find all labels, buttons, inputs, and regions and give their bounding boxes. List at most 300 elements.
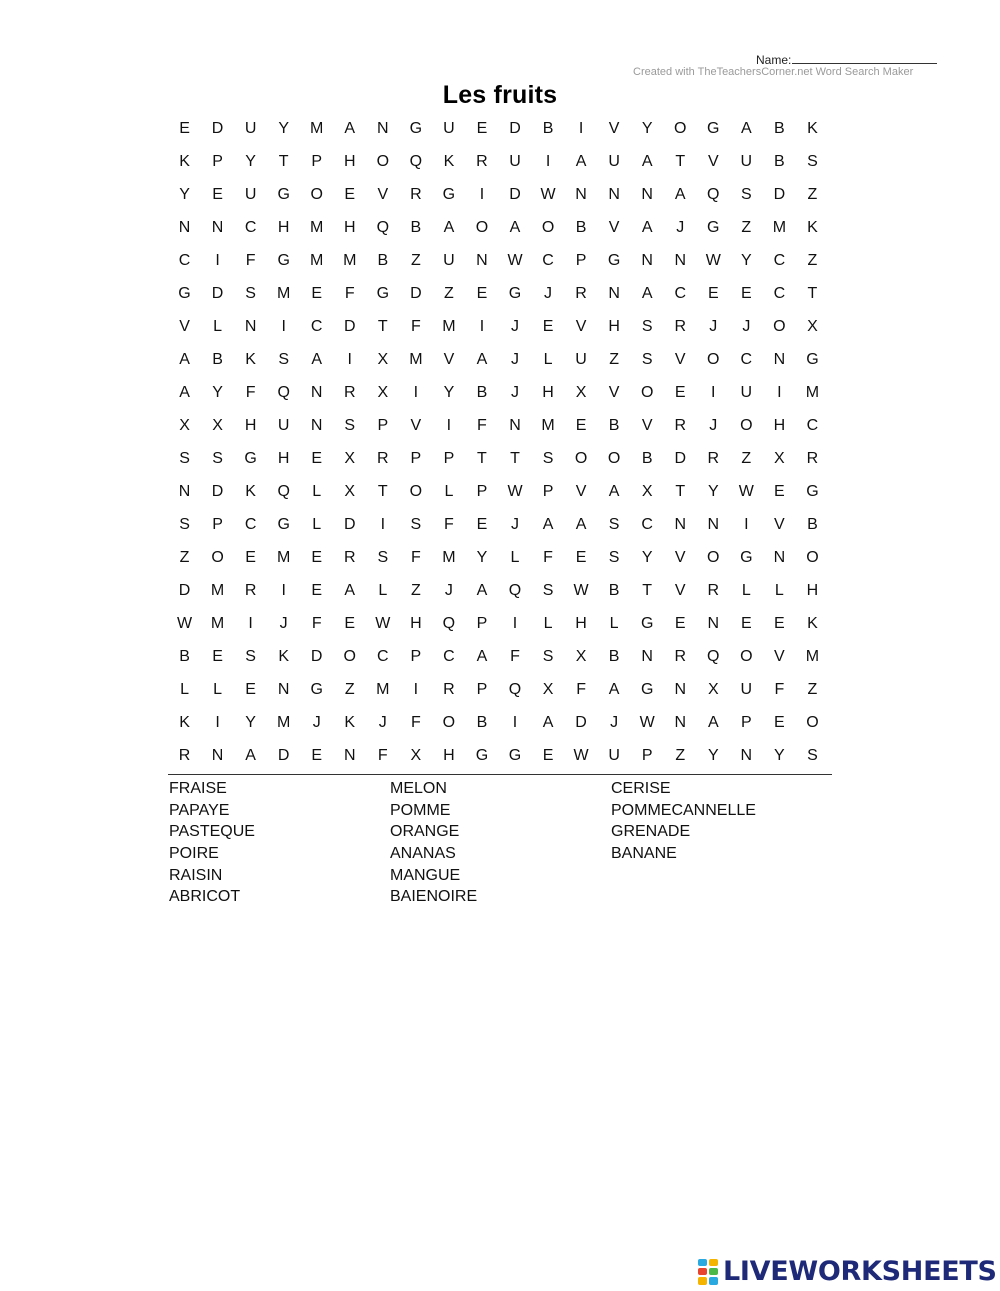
grid-cell: G xyxy=(806,350,819,368)
grid-cell: X xyxy=(575,383,587,401)
grid-cell: M xyxy=(376,681,390,699)
grid-cell: J xyxy=(510,350,519,368)
logo-icon-block xyxy=(698,1259,707,1266)
grid-cell: Q xyxy=(508,681,522,699)
grid-cell: Q xyxy=(442,615,456,633)
grid-cell: W xyxy=(573,582,589,600)
grid-cell: C xyxy=(244,218,257,236)
grid-cell: D xyxy=(277,747,290,765)
grid-cell: R xyxy=(806,449,819,467)
grid-cell: Z xyxy=(741,449,752,467)
grid-cell: Z xyxy=(807,251,818,269)
grid-cell: F xyxy=(377,747,388,765)
grid-cell: S xyxy=(608,549,620,567)
grid-cell: S xyxy=(641,350,653,368)
grid-cell: C xyxy=(773,284,786,302)
grid-cell: J xyxy=(378,714,387,732)
grid-cell: L xyxy=(180,681,189,699)
grid-cell: U xyxy=(443,251,455,269)
grid-cell: V xyxy=(774,648,785,666)
grid-cell: Z xyxy=(675,747,686,765)
grid-cell: P xyxy=(740,714,752,732)
grid-cell: R xyxy=(178,747,191,765)
grid-cell: E xyxy=(774,714,785,732)
grid-cell: B xyxy=(641,449,653,467)
grid-cell: X xyxy=(575,648,587,666)
grid-cell: C xyxy=(178,251,191,269)
grid-cell: D xyxy=(310,648,323,666)
grid-cell: S xyxy=(410,516,422,534)
grid-cell: Y xyxy=(641,549,653,567)
grid-cell: K xyxy=(807,119,818,137)
grid-cell: U xyxy=(509,152,521,170)
grid-cell: M xyxy=(210,615,225,633)
grid-cell: G xyxy=(640,681,654,699)
grid-cell: B xyxy=(476,383,488,401)
grid-cell: R xyxy=(343,383,356,401)
grid-cell: O xyxy=(607,449,621,467)
grid-cell: M xyxy=(772,218,787,236)
grid-cell: V xyxy=(443,350,455,368)
grid-cell: L xyxy=(213,681,223,699)
grid-cell: Y xyxy=(245,152,256,170)
grid-cell: R xyxy=(707,582,720,600)
grid-cell: I xyxy=(281,582,286,600)
grid-cell: T xyxy=(510,449,520,467)
grid-cell: G xyxy=(740,549,753,567)
grid-cell: X xyxy=(807,317,818,335)
grid-cell: H xyxy=(343,218,356,236)
grid-cell: X xyxy=(377,383,389,401)
grid-cell: N xyxy=(608,284,620,302)
grid-cell: Y xyxy=(641,119,653,137)
grid-cell: L xyxy=(444,483,454,501)
word-list-item: GRENADE xyxy=(611,823,691,841)
grid-cell: E xyxy=(674,615,686,633)
grid-cell: I xyxy=(248,615,253,633)
grid-cell: N xyxy=(211,747,224,765)
grid-cell: I xyxy=(413,383,419,401)
grid-cell: N xyxy=(244,317,257,335)
grid-cell: P xyxy=(443,449,455,467)
grid-cell: I xyxy=(413,681,419,699)
grid-cell: V xyxy=(377,185,389,203)
grid-cell: I xyxy=(479,185,485,203)
grid-cell: T xyxy=(377,317,388,335)
grid-cell: L xyxy=(312,516,322,534)
grid-cell: R xyxy=(476,152,488,170)
word-list-item: BANANE xyxy=(611,845,677,863)
grid-cell: G xyxy=(806,483,819,501)
grid-cell: B xyxy=(774,152,785,170)
grid-cell: C xyxy=(542,251,554,269)
grid-cell: V xyxy=(674,549,686,567)
grid-cell: U xyxy=(443,119,455,137)
word-list-item: FRAISE xyxy=(169,780,227,797)
grid-cell: L xyxy=(741,582,751,600)
grid-cell: T xyxy=(278,152,289,170)
grid-cell: N xyxy=(707,516,720,534)
grid-cell: K xyxy=(807,218,818,236)
grid-cell: Z xyxy=(444,284,454,302)
grid-cell: S xyxy=(740,185,752,203)
grid-cell: N xyxy=(343,747,356,765)
grid-cell: K xyxy=(443,152,455,170)
grid-cell: Y xyxy=(179,185,190,203)
word-list-item: MELON xyxy=(390,780,447,797)
grid-cell: M xyxy=(310,119,324,137)
grid-cell: F xyxy=(477,416,487,434)
grid-cell: G xyxy=(277,516,290,534)
grid-cell: Q xyxy=(277,483,290,501)
grid-cell: E xyxy=(740,284,752,302)
liveworksheets-logo xyxy=(697,1256,997,1287)
grid-cell: P xyxy=(575,251,587,269)
grid-cell: L xyxy=(312,483,322,501)
grid-cell: U xyxy=(244,119,257,137)
grid-cell: H xyxy=(806,582,819,600)
grid-cell: D xyxy=(178,582,191,600)
grid-cell: I xyxy=(744,516,749,534)
grid-cell: O xyxy=(376,152,390,170)
grid-cell: B xyxy=(575,218,587,236)
grid-cell: I xyxy=(512,714,518,732)
grid-cell: K xyxy=(179,152,190,170)
word-list-item: BAIENOIRE xyxy=(390,888,478,906)
grid-cell: F xyxy=(245,251,256,269)
grid-cell: E xyxy=(476,284,488,302)
grid-cell: N xyxy=(740,747,753,765)
grid-cell: A xyxy=(311,350,323,368)
grid-cell: S xyxy=(807,152,818,170)
grid-cell: O xyxy=(707,350,720,368)
grid-cell: S xyxy=(245,648,256,666)
grid-cell: C xyxy=(244,516,257,534)
grid-cell: Y xyxy=(278,119,289,137)
grid-cell: P xyxy=(542,483,554,501)
grid-cell: Q xyxy=(707,648,720,666)
grid-cell: L xyxy=(213,317,223,335)
grid-cell: M xyxy=(310,251,324,269)
name-field xyxy=(756,52,937,67)
grid-cell: D xyxy=(343,317,356,335)
grid-cell: F xyxy=(444,516,454,534)
grid-cell: T xyxy=(675,483,686,501)
grid-cell: E xyxy=(311,582,323,600)
grid-cell: S xyxy=(608,516,620,534)
word-list-item: POMME xyxy=(390,801,451,819)
grid-cell: I xyxy=(281,317,286,335)
grid-cell: U xyxy=(244,185,257,203)
grid-cell: O xyxy=(674,119,687,137)
grid-cell: A xyxy=(509,218,521,236)
grid-cell: J xyxy=(610,714,619,732)
grid-cell: X xyxy=(344,449,356,467)
word-list-item: MANGUE xyxy=(390,866,461,884)
grid-cell: H xyxy=(443,747,455,765)
grid-cell: B xyxy=(608,582,620,600)
grid-cell: P xyxy=(377,416,389,434)
word-list-item: ANANAS xyxy=(390,845,456,863)
grid-cell: G xyxy=(707,119,720,137)
grid-cell: D xyxy=(410,284,422,302)
grid-cell: B xyxy=(608,648,620,666)
grid-cell: D xyxy=(773,185,786,203)
grid-cell: A xyxy=(641,284,653,302)
grid-cell: E xyxy=(476,516,488,534)
grid-cell: N xyxy=(277,681,290,699)
grid-cell: O xyxy=(640,383,654,401)
grid-cell: Y xyxy=(245,714,256,732)
grid-cell: L xyxy=(609,615,619,633)
grid-cell: J xyxy=(312,714,321,732)
grid-cell: G xyxy=(310,681,323,699)
word-list-item: PAPAYE xyxy=(169,801,230,819)
grid-cell: D xyxy=(509,119,521,137)
grid-cell: E xyxy=(344,185,356,203)
grid-cell: A xyxy=(740,119,752,137)
grid-cell: S xyxy=(377,549,389,567)
grid-cell: D xyxy=(509,185,521,203)
grid-cell: Z xyxy=(344,681,355,699)
grid-cell: B xyxy=(410,218,422,236)
grid-cell: Z xyxy=(741,218,752,236)
grid-cell: I xyxy=(479,317,485,335)
grid-cell: R xyxy=(674,648,686,666)
grid-cell: I xyxy=(578,119,584,137)
grid-cell: J xyxy=(510,516,519,534)
grid-cell: N xyxy=(575,185,587,203)
grid-cell: X xyxy=(774,449,785,467)
grid-cell: N xyxy=(674,681,686,699)
grid-cell: P xyxy=(476,615,488,633)
grid-cell: J xyxy=(544,284,553,302)
grid-cell: N xyxy=(476,251,488,269)
grid-cell: W xyxy=(540,185,556,203)
word-list-item: POMMECANNELLE xyxy=(611,801,756,819)
grid-cell: B xyxy=(608,416,620,434)
grid-cell: S xyxy=(179,449,190,467)
grid-cell: W xyxy=(507,483,523,501)
grid-cell: M xyxy=(277,714,291,732)
grid-cell: A xyxy=(641,152,653,170)
grid-cell: V xyxy=(707,152,719,170)
grid-cell: Y xyxy=(707,483,719,501)
grid-cell: R xyxy=(377,449,389,467)
grid-cell: R xyxy=(244,582,257,600)
credit-text: Created with TheTeachersCorner.net Word Search Maker xyxy=(633,66,914,78)
grid-cell: H xyxy=(773,416,786,434)
grid-cell: E xyxy=(311,449,323,467)
grid-cell: Y xyxy=(740,251,752,269)
grid-cell: Z xyxy=(410,251,421,269)
grid-cell: S xyxy=(212,449,223,467)
grid-cell: V xyxy=(674,582,686,600)
grid-cell: N xyxy=(641,648,653,666)
grid-cell: C xyxy=(674,284,686,302)
grid-cell: O xyxy=(541,218,555,236)
grid-cell: G xyxy=(508,747,522,765)
grid-cell: G xyxy=(442,185,456,203)
grid-cell: I xyxy=(512,615,518,633)
grid-cell: K xyxy=(344,714,356,732)
grid-cell: N xyxy=(707,615,720,633)
grid-cell: I xyxy=(215,251,220,269)
grid-cell: G xyxy=(178,284,191,302)
grid-cell: N xyxy=(674,516,686,534)
grid-cell: F xyxy=(410,549,421,567)
grid-cell: M xyxy=(805,648,820,666)
word-list-item: CERISE xyxy=(611,780,671,797)
grid-cell: K xyxy=(245,350,256,368)
grid-cell: G xyxy=(640,615,654,633)
grid-cell: N xyxy=(608,185,620,203)
grid-cell: M xyxy=(277,284,291,302)
grid-cell: U xyxy=(740,152,753,170)
grid-cell: S xyxy=(542,449,554,467)
grid-cell: I xyxy=(380,516,386,534)
grid-cell: M xyxy=(805,383,820,401)
grid-cell: E xyxy=(740,615,752,633)
grid-cell: B xyxy=(212,350,223,368)
grid-cell: W xyxy=(639,714,655,732)
grid-cell: N xyxy=(641,251,653,269)
grid-cell: O xyxy=(409,483,423,501)
grid-cell: K xyxy=(807,615,818,633)
grid-cell: S xyxy=(344,416,356,434)
logo-icon xyxy=(697,1258,719,1286)
grid-cell: N xyxy=(178,218,191,236)
grid-cell: A xyxy=(476,350,488,368)
grid-cell: L xyxy=(378,582,388,600)
grid-cell: F xyxy=(410,714,421,732)
grid-cell: A xyxy=(476,582,488,600)
grid-cell: D xyxy=(211,284,224,302)
grid-cell: S xyxy=(542,582,554,600)
grid-cell: F xyxy=(311,615,322,633)
grid-cell: Z xyxy=(410,582,421,600)
grid-cell: L xyxy=(543,350,553,368)
grid-cell: X xyxy=(212,416,223,434)
grid-cell: Z xyxy=(807,681,818,699)
grid-cell: O xyxy=(310,185,323,203)
grid-cell: P xyxy=(311,152,323,170)
grid-cell: A xyxy=(179,350,190,368)
grid-cell: I xyxy=(545,152,551,170)
grid-cell: E xyxy=(311,747,323,765)
grid-cell: E xyxy=(774,483,785,501)
grid-cell: C xyxy=(740,350,753,368)
grid-cell: U xyxy=(740,681,753,699)
grid-cell: V xyxy=(179,317,190,335)
grid-cell: X xyxy=(542,681,554,699)
grid-cell: R xyxy=(343,549,356,567)
grid-cell: J xyxy=(709,317,718,335)
grid-cell: E xyxy=(245,549,256,567)
grid-cell: Q xyxy=(707,185,720,203)
grid-cell: E xyxy=(179,119,190,137)
grid-cell: W xyxy=(573,747,589,765)
grid-cell: G xyxy=(376,284,390,302)
grid-cell: J xyxy=(676,218,685,236)
grid-cell: H xyxy=(343,152,356,170)
grid-cell: A xyxy=(707,714,719,732)
word-list xyxy=(169,778,832,908)
grid-cell: L xyxy=(543,615,553,633)
grid-cell: F xyxy=(344,284,355,302)
grid-cell: C xyxy=(443,648,455,666)
grid-cell: Y xyxy=(476,549,488,567)
grid-cell: Z xyxy=(807,185,818,203)
page-title: Les fruits xyxy=(442,81,558,109)
grid-cell: O xyxy=(707,549,720,567)
grid-cell: I xyxy=(711,383,716,401)
grid-cell: K xyxy=(179,714,190,732)
grid-cell: N xyxy=(509,416,521,434)
grid-cell: P xyxy=(212,152,223,170)
grid-cell: Q xyxy=(508,582,522,600)
grid-cell: F xyxy=(543,549,553,567)
grid-cell: U xyxy=(608,747,620,765)
grid-cell: G xyxy=(508,284,522,302)
grid-cell: B xyxy=(377,251,389,269)
grid-cell: I xyxy=(215,714,220,732)
grid-cell: Q xyxy=(409,152,423,170)
grid-cell: H xyxy=(277,449,290,467)
name-underline xyxy=(792,52,937,64)
grid-cell: Q xyxy=(376,218,390,236)
grid-cell: J xyxy=(709,416,718,434)
grid-cell: A xyxy=(608,681,620,699)
grid-cell: G xyxy=(244,449,257,467)
grid-cell: Y xyxy=(707,747,719,765)
grid-cell: U xyxy=(277,416,290,434)
grid-cell: H xyxy=(575,615,587,633)
grid-cell: D xyxy=(211,483,224,501)
grid-cell: S xyxy=(179,516,190,534)
grid-cell: M xyxy=(442,549,456,567)
grid-cell: R xyxy=(674,416,686,434)
grid-cell: W xyxy=(705,251,721,269)
grid-cell: W xyxy=(507,251,523,269)
grid-cell: V xyxy=(575,317,587,335)
grid-cell: O xyxy=(442,714,456,732)
grid-cell: P xyxy=(476,681,488,699)
grid-cell: A xyxy=(608,483,620,501)
grid-cell: N xyxy=(674,251,686,269)
grid-cell: D xyxy=(674,449,686,467)
grid-cell: E xyxy=(575,416,587,434)
grid-cell: E xyxy=(542,317,554,335)
word-search-grid xyxy=(168,112,829,773)
grid-cell: R xyxy=(410,185,422,203)
grid-cell: A xyxy=(575,516,587,534)
grid-cell: F xyxy=(245,383,256,401)
grid-cell: D xyxy=(343,516,356,534)
grid-cell: X xyxy=(641,483,653,501)
grid-cell: O xyxy=(806,549,819,567)
grid-cell: C xyxy=(806,416,819,434)
grid-cell: J xyxy=(279,615,288,633)
grid-cell: L xyxy=(510,549,520,567)
grid-cell: N xyxy=(641,185,653,203)
grid-cell: B xyxy=(774,119,785,137)
grid-cell: F xyxy=(410,317,421,335)
grid-cell: V xyxy=(608,218,620,236)
grid-cell: A xyxy=(344,119,356,137)
grid-cell: M xyxy=(409,350,423,368)
grid-cell: M xyxy=(277,549,291,567)
